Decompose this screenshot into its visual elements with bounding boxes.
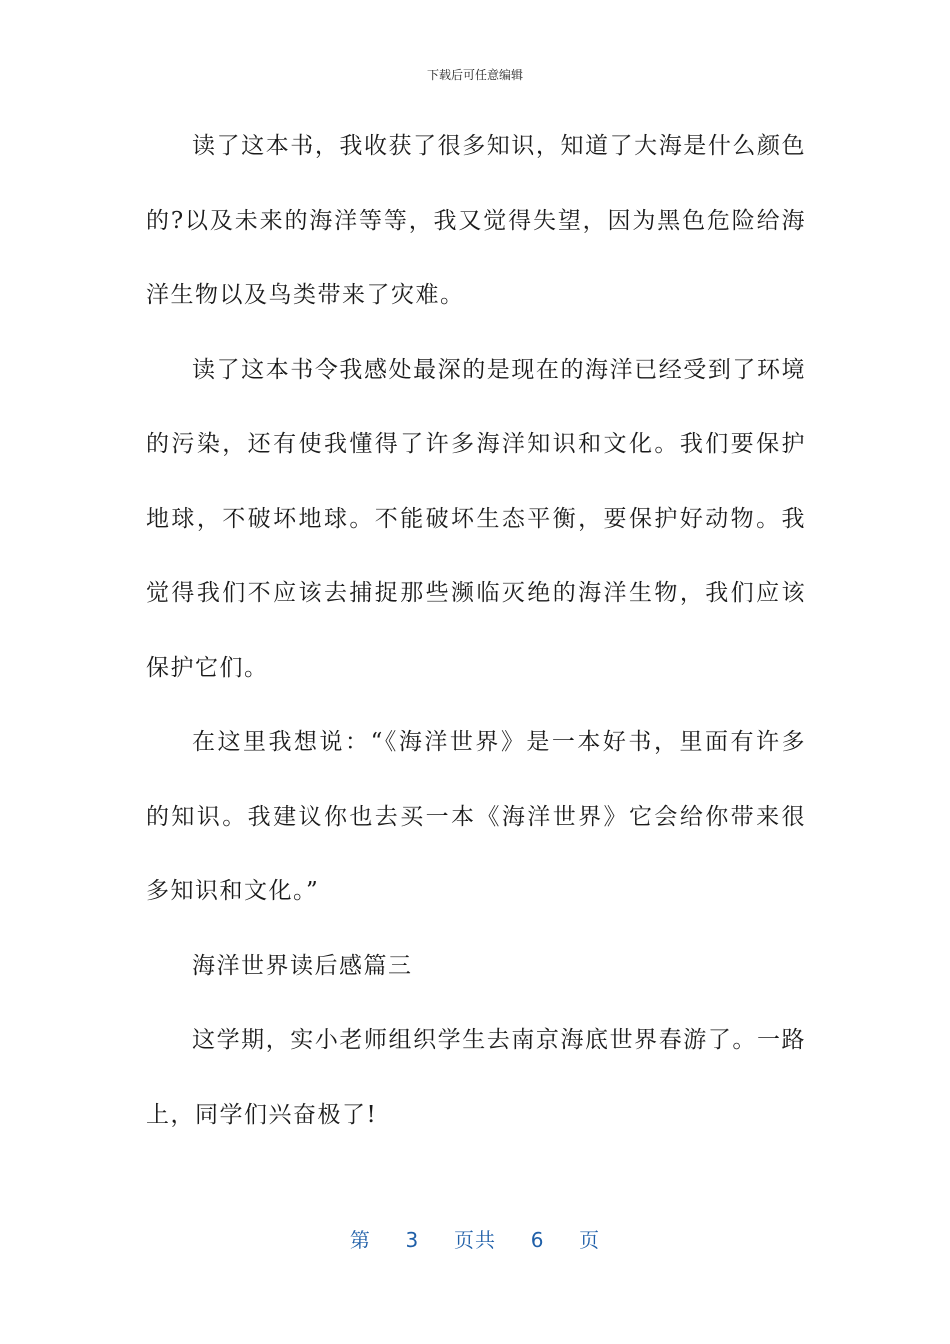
paragraph-4: 这学期，实小老师组织学生去南京海底世界春游了。一路上，同学们兴奋极了! bbox=[146, 1027, 806, 1128]
footer-suffix: 页 bbox=[579, 1228, 601, 1252]
paragraph-1: 读了这本书，我收获了很多知识，知道了大海是什么颜色的?以及未来的海洋等等，我又觉得失望，因为黑色危险给海洋生物以及鸟类带来了灾难。 bbox=[146, 133, 806, 308]
paragraph-2: 读了这本书令我感处最深的是现在的海洋已经受到了环境的污染，还有使我懂得了许多海洋知识和文化。我们要保护地球，不破坏地球。不能破坏生态平衡，要保护好动物。我觉得我们不应该去捕捉那些濒临灭绝的海洋生物，我们应该保护它们。 bbox=[146, 356, 806, 681]
paragraph-3: 在这里我想说：“《海洋世界》是一本好书，里面有许多的知识。我建议你也去买一本《海洋世界》它会给你带来很多知识和文化。” bbox=[146, 729, 806, 904]
footer-prefix: 第 bbox=[349, 1228, 371, 1252]
footer-middle: 页共 bbox=[454, 1228, 496, 1252]
footer-total-pages: 6 bbox=[530, 1228, 545, 1252]
header-note: 下载后可任意编辑 bbox=[426, 68, 523, 82]
footer-page-number: 3 bbox=[405, 1228, 420, 1252]
document-body bbox=[146, 109, 806, 1152]
section-heading: 海洋世界读后感篇三 bbox=[192, 952, 413, 979]
page-footer bbox=[0, 1224, 950, 1253]
